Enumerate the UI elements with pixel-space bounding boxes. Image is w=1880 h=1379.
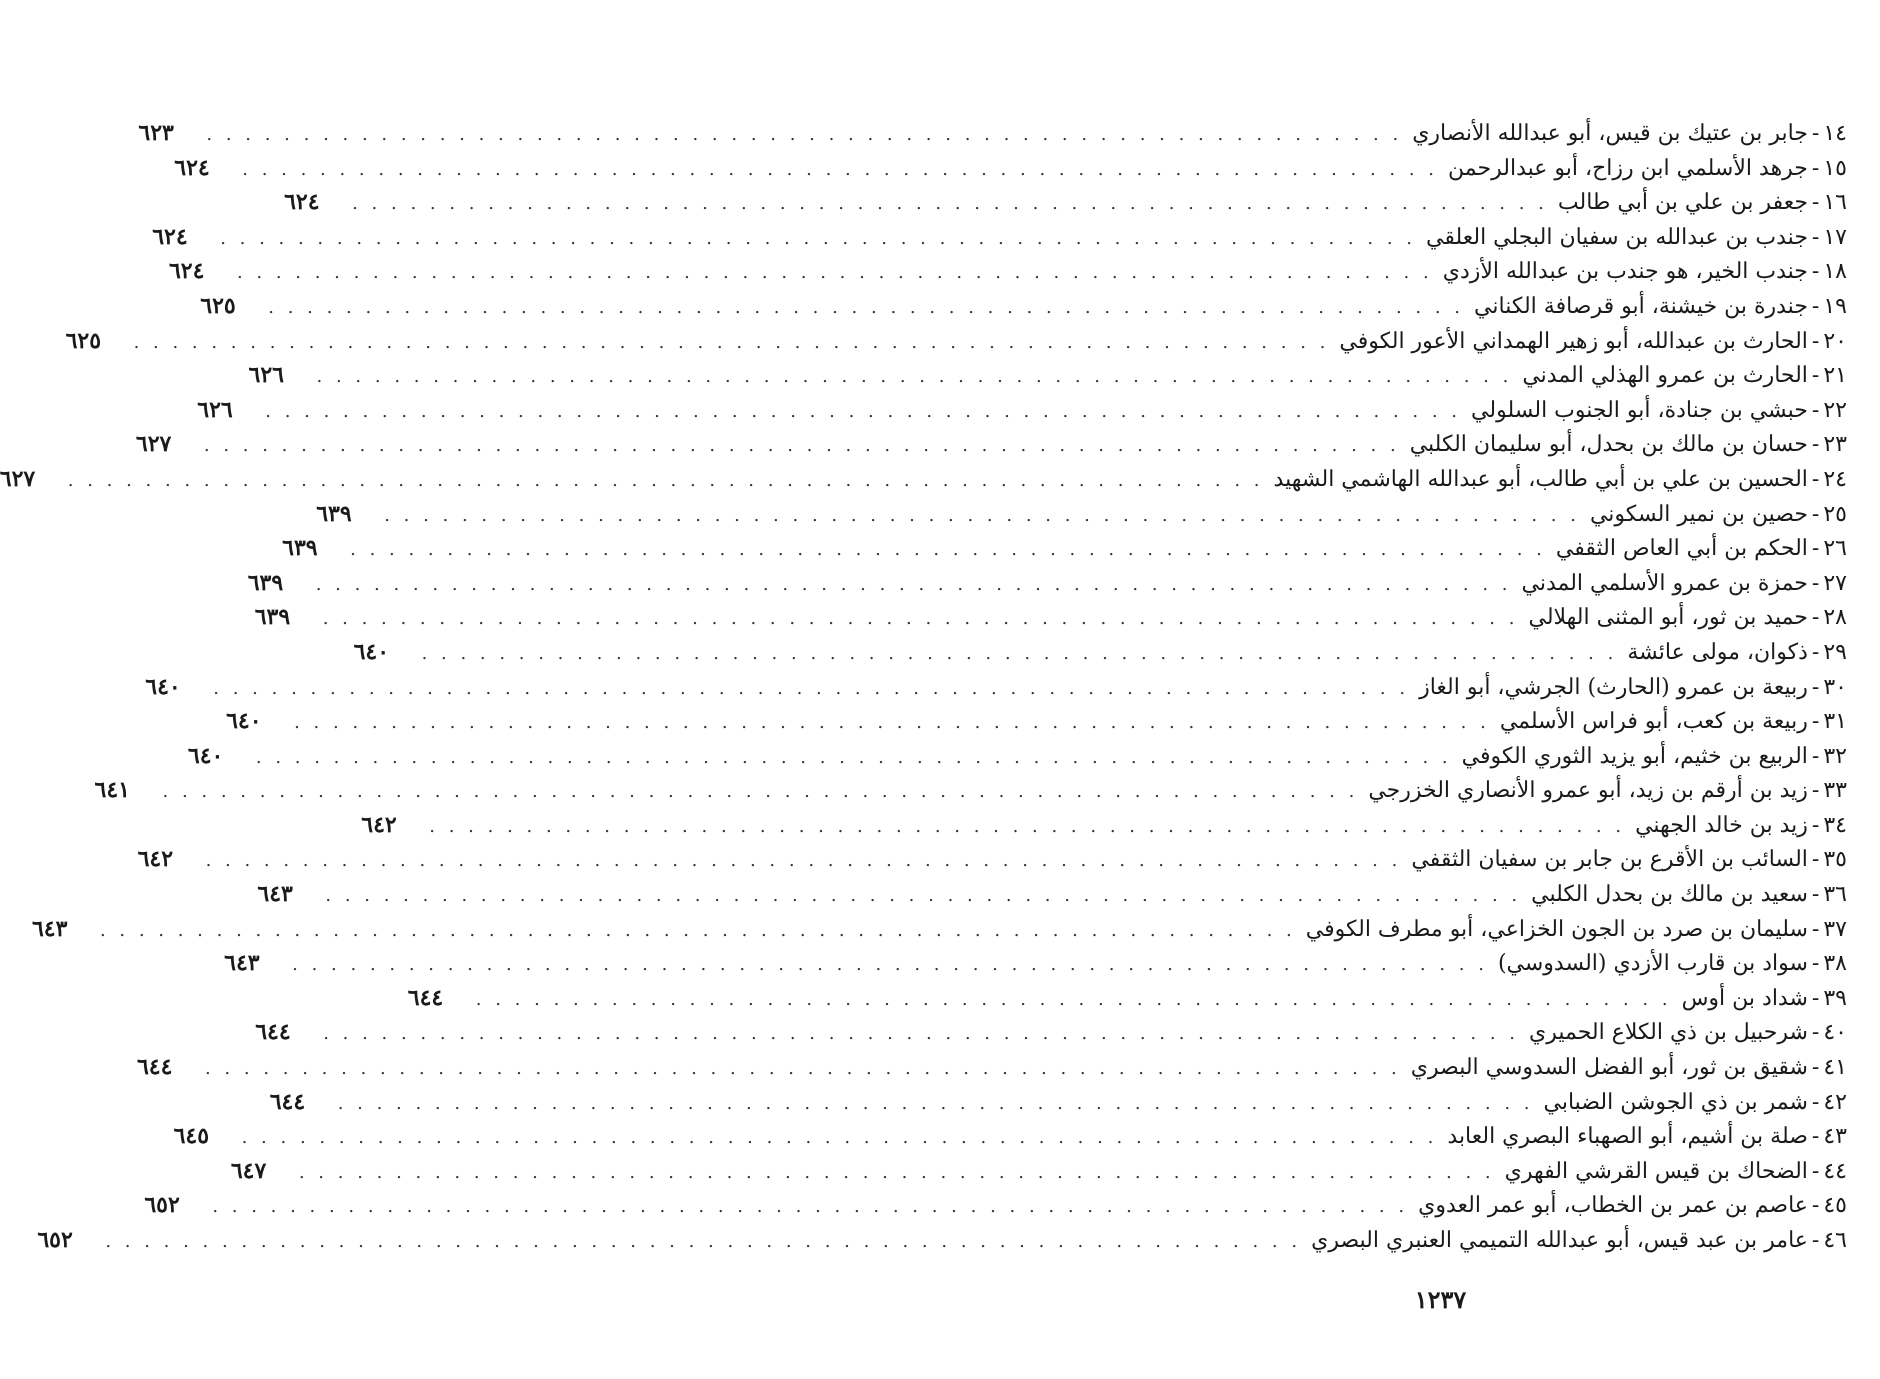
toc-entry	[138, 116, 1847, 151]
toc-entry	[316, 497, 1847, 532]
toc-entry	[407, 981, 1847, 1016]
entry-title: جعفر بن علي بن أبي طالب	[1557, 190, 1808, 216]
entry-number: ٤٥	[1823, 1193, 1847, 1219]
dot-leader: . . . . . . . . . . . . . . . . . . . . . . . . . . . . . . . . . . . . . . . . . . . . . . . . . . . . . . . . . . . . . .	[105, 1231, 1302, 1252]
entry-page-number: ٦٤٤	[136, 1054, 173, 1081]
toc-entry	[284, 185, 1847, 220]
toc-entry	[230, 1154, 1847, 1189]
entry-dash: -	[1811, 639, 1820, 665]
entry-number: ٢١	[1823, 363, 1847, 389]
entry-page-number: ٦٤١	[94, 777, 130, 804]
toc-entry	[248, 358, 1847, 393]
dot-leader: . . . . . . . . . . . . . . . . . . . . . . . . . . . . . . . . . . . . . . . . . . . . . . . . . . . . . . . . . . . . . .	[350, 539, 1546, 561]
entry-page-number: ٦٤٠	[226, 708, 262, 735]
entry-number: ٢٨	[1823, 605, 1847, 631]
entry-title: شمر بن ذي الجوشن الضبابي	[1543, 1089, 1808, 1115]
entry-number: ٢٥	[1823, 501, 1847, 527]
entry-page-number: ٦٤٣	[31, 915, 68, 942]
dot-leader: . . . . . . . . . . . . . . . . . . . . . . . . . . . . . . . . . . . . . . . . . . . . . . . . . . . . . . . . . . . . . .	[204, 1058, 1401, 1080]
entry-page-number: ٦٤٠	[353, 638, 390, 665]
dot-leader: . . . . . . . . . . . . . . . . . . . . . . . . . . . . . . . . . . . . . . . . . . . . . . . . . . . . . . . . . . . . . .	[421, 642, 1618, 664]
entry-title: سعيد بن مالك بن بحدل الكلبي	[1531, 882, 1808, 908]
entry-title: حمزة بن عمرو الأسلمي المدني	[1521, 570, 1808, 596]
entry-title: عاصم بن عمر بن الخطاب، أبو عمر العدوي	[1418, 1193, 1808, 1219]
toc-entry	[37, 1223, 1847, 1258]
entry-number: ١٨	[1823, 259, 1847, 285]
entry-title: حصين بن نمير السكوني	[1589, 501, 1808, 527]
entry-title: الحارث بن عمرو الهذلي المدني	[1522, 363, 1808, 389]
entry-page-number: ٦٤٠	[145, 673, 181, 700]
entry-title: السائب بن الأقرع بن جابر بن سفيان الثقفي	[1411, 847, 1808, 873]
entry-page-number: ٦٢٥	[65, 327, 102, 354]
entry-title: الحارث بن عبدالله، أبو زهير الهمداني الأعور الكوفي	[1339, 328, 1808, 354]
entry-number: ٣٠	[1823, 674, 1847, 700]
dot-leader: . . . . . . . . . . . . . . . . . . . . . . . . . . . . . . . . . . . . . . . . . . . . . . . . . . . . . . . . . . . . . .	[203, 435, 1400, 457]
entry-title: زيد بن خالد الجهني	[1635, 812, 1808, 838]
entry-title: ذكوان، مولى عائشة	[1627, 639, 1808, 665]
entry-title: الربيع بن خثيم، أبو يزيد الثوري الكوفي	[1461, 743, 1808, 769]
entry-page-number: ٦٤٧	[230, 1157, 267, 1184]
entry-dash: -	[1811, 224, 1820, 250]
entry-page-number: ٦٣٩	[247, 569, 284, 596]
toc-entry	[152, 220, 1847, 255]
entry-number: ٤١	[1823, 1055, 1847, 1081]
entry-dash: -	[1811, 501, 1820, 527]
entry-page-number: ٦٢٥	[200, 292, 236, 319]
entry-dash: -	[1811, 293, 1820, 319]
toc-entry	[174, 151, 1847, 186]
entry-number: ١٩	[1823, 293, 1847, 319]
dot-leader: . . . . . . . . . . . . . . . . . . . . . . . . . . . . . . . . . . . . . . . . . . . . . . . . . . . . . . . . . . . . . .	[133, 331, 1330, 353]
dot-leader: . . . . . . . . . . . . . . . . . . . . . . . . . . . . . . . . . . . . . . . . . . . . . . . . . . . . . . . . . . . . . .	[298, 1161, 1495, 1183]
entry-title: جندب الخير، هو جندب بن عبدالله الأزدي	[1442, 259, 1808, 285]
entry-number: ٣٣	[1823, 778, 1847, 804]
dot-leader: . . . . . . . . . . . . . . . . . . . . . . . . . . . . . . . . . . . . . . . . . . . . . . . . . . . . . . . . . . . . . .	[268, 296, 1465, 318]
entry-number: ٤٦	[1823, 1228, 1847, 1253]
entry-number: ٣٧	[1823, 916, 1847, 942]
entry-page-number: ٦٢٤	[168, 258, 205, 285]
entry-dash: -	[1811, 1158, 1820, 1184]
dot-leader: . . . . . . . . . . . . . . . . . . . . . . . . . . . . . . . . . . . . . . . . . . . . . . . . . . . . . . . . . . . . . .	[206, 124, 1403, 145]
entry-page-number: ٦٢٦	[197, 396, 233, 423]
entry-number: ١٦	[1823, 190, 1847, 216]
dot-leader: . . . . . . . . . . . . . . . . . . . . . . . . . . . . . . . . . . . . . . . . . . . . . . . . . . . . . . . . . . . . . .	[265, 400, 1462, 422]
entry-number: ٤٠	[1823, 1020, 1847, 1046]
entry-page-number: ٦٤٣	[257, 881, 293, 908]
toc-entry	[197, 393, 1847, 428]
entry-number: ٣٥	[1823, 847, 1847, 873]
entry-number: ٢٢	[1823, 397, 1847, 423]
entry-dash: -	[1811, 121, 1820, 146]
entry-dash: -	[1811, 155, 1820, 181]
entry-title: جرهد الأسلمي ابن رزاح، أبو عبدالرحمن	[1448, 155, 1808, 181]
toc-entry	[353, 635, 1847, 670]
entry-page-number: ٦٢٤	[152, 223, 188, 250]
entry-dash: -	[1811, 812, 1820, 838]
toc-entry	[144, 1188, 1847, 1223]
toc-entry	[282, 531, 1847, 566]
entry-number: ٣٦	[1823, 882, 1847, 908]
entry-title: سليمان بن صرد بن الجون الخزاعي، أبو مطرف الكوفي	[1305, 916, 1808, 942]
entry-page-number: ٦٢٦	[248, 362, 284, 389]
dot-leader: . . . . . . . . . . . . . . . . . . . . . . . . . . . . . . . . . . . . . . . . . . . . . . . . . . . . . . . . . . . . . .	[384, 504, 1580, 526]
dot-leader: . . . . . . . . . . . . . . . . . . . . . . . . . . . . . . . . . . . . . . . . . . . . . . . . . . . . . . . . . . . . . .	[352, 193, 1548, 215]
dot-leader: . . . . . . . . . . . . . . . . . . . . . . . . . . . . . . . . . . . . . . . . . . . . . . . . . . . . . . . . . . . . . .	[212, 1196, 1409, 1218]
entry-number: ٣٨	[1823, 951, 1847, 977]
dot-leader: . . . . . . . . . . . . . . . . . . . . . . . . . . . . . . . . . . . . . . . . . . . . . . . . . . . . . . . . . . . . . .	[220, 227, 1416, 249]
entry-dash: -	[1811, 1089, 1820, 1115]
entry-dash: -	[1811, 1228, 1820, 1253]
dot-leader: . . . . . . . . . . . . . . . . . . . . . . . . . . . . . . . . . . . . . . . . . . . . . . . . . . . . . . . . . . . . . .	[67, 469, 1264, 491]
entry-dash: -	[1811, 605, 1820, 631]
entry-page-number: ٦٤٥	[173, 1123, 210, 1150]
entry-dash: -	[1811, 536, 1820, 562]
entry-dash: -	[1811, 570, 1820, 596]
dot-leader: . . . . . . . . . . . . . . . . . . . . . . . . . . . . . . . . . . . . . . . . . . . . . . . . . . . . . . . . . . . . . .	[322, 608, 1519, 630]
toc-entry	[168, 254, 1847, 289]
dot-leader: . . . . . . . . . . . . . . . . . . . . . . . . . . . . . . . . . . . . . . . . . . . . . . . . . . . . . . . . . . . . . .	[242, 158, 1439, 180]
entry-number: ١٥	[1823, 155, 1847, 181]
dot-leader: . . . . . . . . . . . . . . . . . . . . . . . . . . . . . . . . . . . . . . . . . . . . . . . . . . . . . . . . . . . . . .	[429, 815, 1626, 837]
entry-number: ٢٣	[1823, 432, 1847, 458]
toc-entry	[200, 289, 1847, 324]
toc-entry	[269, 1085, 1847, 1120]
entry-dash: -	[1811, 985, 1820, 1011]
toc-entry	[65, 324, 1847, 359]
entry-number: ٣٢	[1823, 743, 1847, 769]
entry-dash: -	[1811, 916, 1820, 942]
entry-page-number: ٦٢٧	[135, 431, 172, 458]
entry-dash: -	[1811, 363, 1820, 389]
entry-page-number: ٦٢٣	[138, 120, 174, 146]
entry-title: جابر بن عتيك بن قيس، أبو عبدالله الأنصاري	[1412, 121, 1808, 146]
entry-title: جندرة بن خيشنة، أبو قرصافة الكناني	[1474, 293, 1808, 319]
entry-page-number: ٦٣٩	[282, 535, 318, 562]
dot-leader: . . . . . . . . . . . . . . . . . . . . . . . . . . . . . . . . . . . . . . . . . . . . . . . . . . . . . . . . . . . . . .	[255, 746, 1452, 768]
entry-page-number: ٦٢٤	[174, 154, 210, 181]
entry-dash: -	[1811, 743, 1820, 769]
entry-number: ١٤	[1823, 121, 1847, 146]
entry-title: ربيعة بن كعب، أبو فراس الأسلمي	[1499, 709, 1808, 735]
entry-dash: -	[1811, 432, 1820, 458]
dot-leader: . . . . . . . . . . . . . . . . . . . . . . . . . . . . . . . . . . . . . . . . . . . . . . . . . . . . . . . . . . . . . .	[475, 988, 1672, 1010]
entry-title: الضحاك بن قيس القرشي الفهري	[1504, 1158, 1808, 1184]
toc-entry	[0, 462, 1847, 497]
entry-page-number: ٦٢٤	[284, 189, 320, 216]
toc-entry	[173, 1119, 1847, 1154]
entry-page-number: ٦٤٠	[187, 742, 224, 769]
entry-title: زيد بن أرقم بن زيد، أبو عمرو الأنصاري الخزرجي	[1368, 778, 1808, 804]
entry-dash: -	[1811, 951, 1820, 977]
dot-leader: . . . . . . . . . . . . . . . . . . . . . . . . . . . . . . . . . . . . . . . . . . . . . . . . . . . . . . . . . . . . . .	[162, 781, 1359, 803]
toc-entry	[255, 1015, 1847, 1050]
entry-number: ٢٧	[1823, 570, 1847, 596]
entry-number: ٣٩	[1823, 985, 1847, 1011]
entry-dash: -	[1811, 466, 1820, 492]
toc-entry	[254, 600, 1847, 635]
entry-title: الحسين بن علي بن أبي طالب، أبو عبدالله الهاشمي الشهيد	[1273, 466, 1808, 492]
entry-dash: -	[1811, 778, 1820, 804]
entry-page-number: ٦٥٢	[144, 1192, 180, 1219]
dot-leader: . . . . . . . . . . . . . . . . . . . . . . . . . . . . . . . . . . . . . . . . . . . . . . . . . . . . . . . . . . . . . .	[315, 573, 1512, 595]
entry-title: حبشي بن جنادة، أبو الجنوب السلولي	[1471, 397, 1808, 423]
toc-entry	[136, 1050, 1847, 1085]
table-of-contents	[0, 116, 1847, 1258]
entry-page-number: ٦٣٩	[316, 500, 352, 527]
toc-entry	[187, 739, 1847, 774]
entry-dash: -	[1811, 190, 1820, 216]
toc-entry	[94, 773, 1847, 808]
dot-leader: . . . . . . . . . . . . . . . . . . . . . . . . . . . . . . . . . . . . . . . . . . . . . . . . . . . . . . . . . . . . . .	[323, 1023, 1519, 1045]
entry-title: الحكم بن أبي العاص الثقفي	[1555, 536, 1808, 562]
entry-dash: -	[1811, 1193, 1820, 1219]
dot-leader: . . . . . . . . . . . . . . . . . . . . . . . . . . . . . . . . . . . . . . . . . . . . . . . . . . . . . . . . . . . . . .	[99, 919, 1296, 941]
page-number: ١٢٣٧	[1414, 1285, 1467, 1314]
entry-number: ٤٣	[1823, 1124, 1847, 1150]
entry-number: ٢٤	[1823, 466, 1847, 492]
entry-dash: -	[1811, 259, 1820, 285]
entry-number: ٤٢	[1823, 1089, 1847, 1115]
entry-title: سواد بن قارب الأزدي (السدوسي)	[1497, 951, 1808, 977]
entry-title: عامر بن عبد قيس، أبو عبدالله التميمي العنبري البصري	[1311, 1228, 1808, 1253]
toc-entry	[224, 946, 1847, 981]
entry-dash: -	[1811, 397, 1820, 423]
toc-entry	[137, 842, 1847, 877]
entry-page-number: ٦٤٤	[255, 1019, 291, 1046]
dot-leader: . . . . . . . . . . . . . . . . . . . . . . . . . . . . . . . . . . . . . . . . . . . . . . . . . . . . . . . . . . . . . .	[316, 366, 1513, 388]
toc-entry	[226, 704, 1847, 739]
dot-leader: . . . . . . . . . . . . . . . . . . . . . . . . . . . . . . . . . . . . . . . . . . . . . . . . . . . . . . . . . . . . . .	[236, 262, 1433, 284]
entry-dash: -	[1811, 1124, 1820, 1150]
entry-dash: -	[1811, 328, 1820, 354]
entry-page-number: ٦٤٣	[224, 950, 260, 977]
toc-entry	[145, 670, 1847, 705]
entry-number: ٣٤	[1823, 812, 1847, 838]
entry-number: ٢٩	[1823, 639, 1847, 665]
entry-number: ٢٠	[1823, 328, 1847, 354]
dot-leader: . . . . . . . . . . . . . . . . . . . . . . . . . . . . . . . . . . . . . . . . . . . . . . . . . . . . . . . . . . . . . .	[241, 1127, 1438, 1149]
entry-number: ٢٦	[1823, 536, 1847, 562]
entry-title: شقيق بن ثور، أبو الفضل السدوسي البصري	[1410, 1055, 1808, 1081]
dot-leader: . . . . . . . . . . . . . . . . . . . . . . . . . . . . . . . . . . . . . . . . . . . . . . . . . . . . . . . . . . . . . .	[325, 885, 1522, 907]
entry-page-number: ٦٤٢	[137, 846, 174, 873]
entry-number: ٤٤	[1823, 1158, 1847, 1184]
entry-page-number: ٦٥٢	[37, 1227, 73, 1253]
entry-number: ١٧	[1823, 224, 1847, 250]
entry-title: حميد بن ثور، أبو المثنى الهلالي	[1528, 605, 1808, 631]
entry-dash: -	[1811, 1020, 1820, 1046]
entry-title: جندب بن عبدالله بن سفيان البجلي العلقي	[1426, 224, 1808, 250]
dot-leader: . . . . . . . . . . . . . . . . . . . . . . . . . . . . . . . . . . . . . . . . . . . . . . . . . . . . . . . . . . . . . .	[337, 1092, 1534, 1114]
entry-page-number: ٦٣٩	[254, 604, 291, 631]
entry-number: ٣١	[1823, 709, 1847, 735]
toc-entry	[361, 808, 1847, 843]
entry-page-number: ٦٤٤	[407, 984, 444, 1011]
dot-leader: . . . . . . . . . . . . . . . . . . . . . . . . . . . . . . . . . . . . . . . . . . . . . . . . . . . . . . . . . . . . . .	[294, 712, 1490, 734]
entry-title: صلة بن أشيم، أبو الصهباء البصري العابد	[1447, 1124, 1808, 1150]
toc-entry	[257, 877, 1847, 912]
dot-leader: . . . . . . . . . . . . . . . . . . . . . . . . . . . . . . . . . . . . . . . . . . . . . . . . . . . . . . . . . . . . . .	[292, 954, 1488, 976]
entry-title: شرحبيل بن ذي الكلاع الحميري	[1529, 1020, 1808, 1046]
entry-dash: -	[1811, 1055, 1820, 1081]
toc-entry	[135, 427, 1847, 462]
entry-dash: -	[1811, 709, 1820, 735]
entry-dash: -	[1811, 847, 1820, 873]
entry-dash: -	[1811, 674, 1820, 700]
toc-entry	[247, 566, 1847, 601]
entry-dash: -	[1811, 882, 1820, 908]
entry-page-number: ٦٢٧	[0, 465, 36, 492]
dot-leader: . . . . . . . . . . . . . . . . . . . . . . . . . . . . . . . . . . . . . . . . . . . . . . . . . . . . . . . . . . . . . .	[213, 677, 1410, 699]
entry-title: حسان بن مالك بن بحدل، أبو سليمان الكلبي	[1409, 432, 1808, 458]
entry-page-number: ٦٤٢	[361, 811, 397, 838]
toc-entry	[31, 912, 1847, 947]
dot-leader: . . . . . . . . . . . . . . . . . . . . . . . . . . . . . . . . . . . . . . . . . . . . . . . . . . . . . . . . . . . . . .	[205, 850, 1402, 872]
entry-page-number: ٦٤٤	[269, 1088, 306, 1115]
entry-title: شداد بن أوس	[1681, 985, 1808, 1011]
entry-title: ربيعة بن عمرو (الحارث) الجرشي، أبو الغاز	[1419, 674, 1808, 700]
